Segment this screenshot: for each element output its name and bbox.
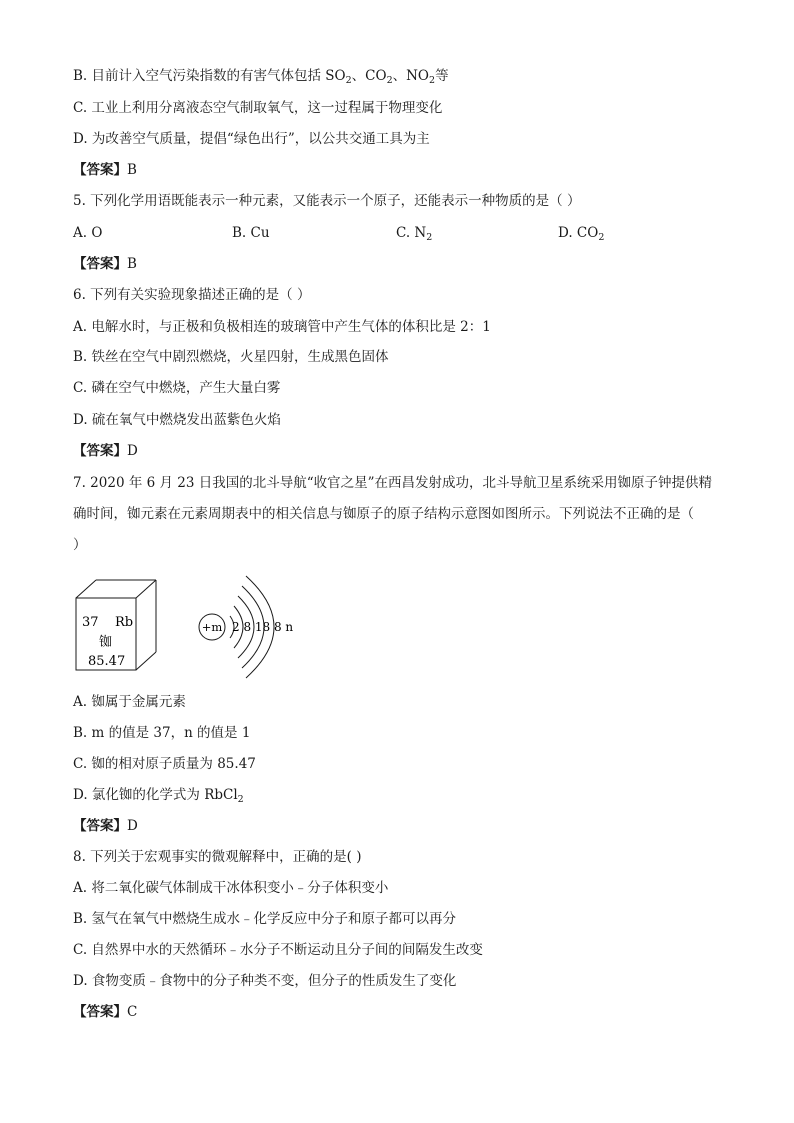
q4-option-b: B. 目前计入空气污染指数的有害气体包括 $SO_2$、$CO_2$、$NO_2$等	[73, 68, 449, 86]
q8-option-a: A. 将二氧化碳气体制成干冰体积变小﹣分子体积变小	[73, 880, 389, 896]
q7-option-b: B. m 的值是 37，n 的值是 1	[73, 725, 251, 741]
q5-answer: 【答案】B	[73, 256, 137, 272]
q7-option-c: C. 铷的相对原子质量为 85.47	[73, 756, 256, 772]
atomic-number: 37	[82, 615, 99, 630]
rubidium-figure	[70, 560, 310, 690]
element-symbol: Rb	[115, 615, 134, 630]
q8-answer: 【答案】C	[73, 1004, 138, 1020]
element-name: 铷	[99, 635, 113, 650]
q7-stem-line1: 7. 2020 年 6 月 23 日我国的北斗导航“收官之星”在西昌发射成功，北斗导航卫星系统采用铷原子钟提供精	[73, 475, 713, 491]
q8-stem: 8. 下列关于宏观事实的微观解释中，正确的是( )	[73, 849, 362, 865]
q5-option-d: D. $CO_2$	[558, 225, 605, 243]
nucleus-charge: +m	[201, 620, 223, 634]
q6-option-d: D. 硫在氧气中燃烧发出蓝紫色火焰	[73, 412, 281, 428]
q6-answer: 【答案】D	[73, 443, 138, 459]
q8-option-d: D. 食物变质﹣食物中的分子种类不变，但分子的性质发生了变化	[73, 973, 457, 989]
q4-option-d: D. 为改善空气质量，提倡“绿色出行”，以公共交通工具为主	[73, 131, 430, 147]
q6-stem: 6. 下列有关实验现象描述正确的是（ ）	[73, 287, 311, 303]
atomic-mass: 85.47	[88, 654, 126, 669]
q7-stem-line2: 确时间，铷元素在元素周期表中的相关信息与铷原子的原子结构示意图如图所示。下列说法不正确的是（	[73, 506, 694, 522]
q6-option-c: C. 磷在空气中燃烧，产生大量白雾	[73, 380, 281, 396]
q4-option-c: C. 工业上利用分离液态空气制取氧气，这一过程属于物理变化	[73, 100, 443, 116]
q8-option-b: B. 氢气在氧气中燃烧生成水﹣化学反应中分子和原子都可以再分	[73, 911, 457, 927]
q5-option-c: C. $N_2$	[396, 225, 433, 243]
q6-option-b: B. 铁丝在空气中剧烈燃烧，火星四射，生成黑色固体	[73, 349, 389, 365]
q7-answer: 【答案】D	[73, 818, 138, 834]
q7-stem-line3: ）	[73, 537, 87, 553]
q6-option-a: A. 电解水时，与正极和负极相连的玻璃管中产生气体的体积比是 2：1	[73, 319, 491, 335]
q5-option-a: A. O	[73, 225, 103, 241]
q8-option-c: C. 自然界中水的天然循环﹣水分子不断运动且分子间的间隔发生改变	[73, 942, 483, 958]
q7-option-d: D. 氯化铷的化学式为 RbCl$_2$	[73, 787, 244, 805]
q4-answer: 【答案】B	[73, 162, 137, 178]
q5-stem: 5. 下列化学用语既能表示一种元素，又能表示一个原子，还能表示一种物质的是（ ）	[73, 193, 581, 209]
q7-option-a: A. 铷属于金属元素	[73, 694, 186, 710]
electron-shells: 2 8 18 8 n	[232, 620, 294, 634]
q5-option-b: B. Cu	[232, 225, 270, 241]
